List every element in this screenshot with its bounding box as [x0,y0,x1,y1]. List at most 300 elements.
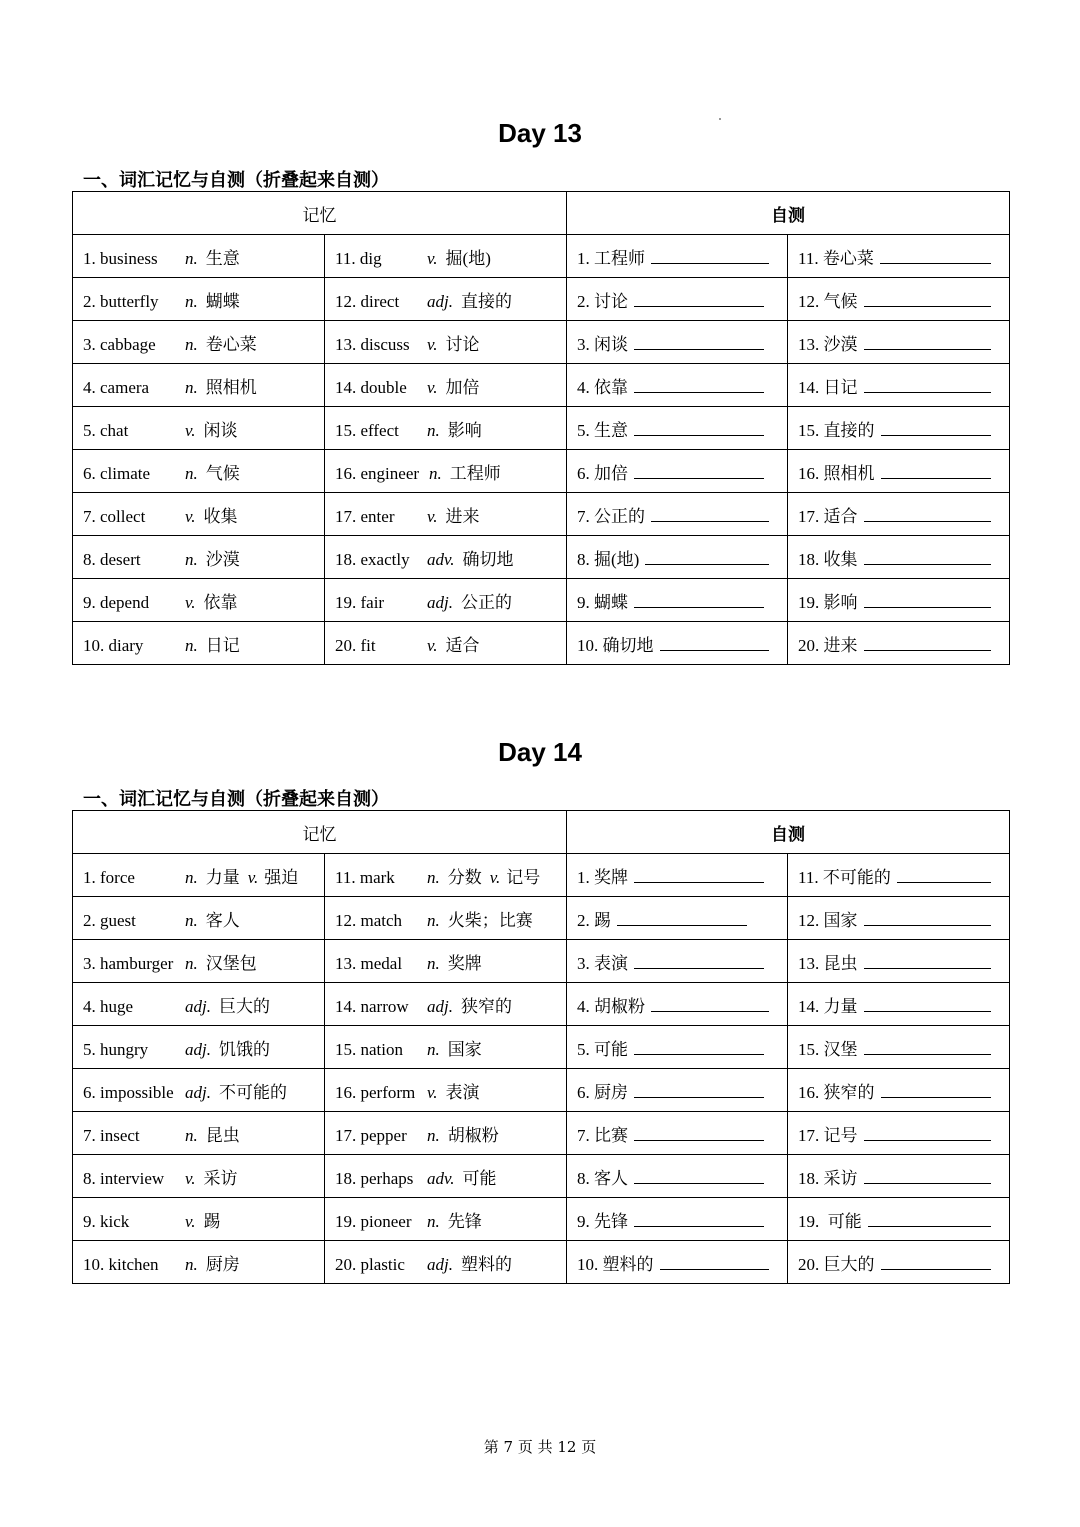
memory-cell [73,536,325,579]
english-word: 15. nation [335,1039,403,1059]
answer-blank[interactable] [881,464,991,479]
part-of-speech: v. [185,1168,196,1188]
part-of-speech: n. [429,463,442,483]
test-prompt: 4. 胡椒粉 [577,996,645,1016]
header-memory: 记忆 [73,192,567,235]
chinese-meaning: 国家 [447,1039,482,1059]
self-test-cell [788,1069,1010,1112]
part-of-speech: v. [427,377,438,397]
memory-cell [73,1198,325,1241]
answer-blank[interactable] [634,292,764,307]
table-row [73,622,1010,665]
memory-cell [325,407,567,450]
memory-cell [325,1155,567,1198]
chinese-meaning: 不可能的 [218,1082,287,1102]
memory-cell [325,983,567,1026]
english-word: 19. fair [335,592,385,612]
answer-blank[interactable] [864,997,991,1012]
test-prompt: 7. 比赛 [577,1125,628,1145]
table-row [73,278,1010,321]
self-test-cell [788,493,1010,536]
memory-cell [73,1155,325,1198]
english-word: 2. butterfly [83,291,159,311]
chinese-meaning: 工程师 [449,463,501,483]
chinese-meaning: 收集 [203,506,238,526]
header-memory: 记忆 [73,811,567,854]
chinese-meaning: 表演 [445,1082,480,1102]
answer-blank[interactable] [864,335,991,350]
test-prompt: 17. 记号 [798,1125,858,1145]
test-prompt: 8. 客人 [577,1168,628,1188]
english-word: 13. medal [335,953,403,973]
self-test-cell [567,1026,788,1069]
test-prompt: 2. 踢 [577,910,611,930]
chinese-meaning: 分数 [447,867,482,887]
chinese-meaning: 厨房 [205,1254,240,1274]
vocab-table-day-14 [72,810,1010,1284]
answer-blank[interactable] [634,1126,764,1141]
memory-cell [325,1198,567,1241]
english-word: 6. climate [83,463,151,483]
part-of-speech: n. [427,1125,440,1145]
table-row [73,235,1010,278]
english-word: 9. depend [83,592,150,612]
memory-cell [325,364,567,407]
test-prompt: 11. 不可能的 [798,867,891,887]
part-of-speech: n. [185,334,198,354]
page-footer: 第 7 页 共 12 页 [483,1438,597,1456]
part-of-speech: adj. [185,1039,211,1059]
table-header-row [73,811,1010,854]
chinese-meaning: 照相机 [205,377,257,397]
test-prompt: 5. 可能 [577,1039,628,1059]
english-word: 12. match [335,910,403,930]
table-row [73,1026,1010,1069]
chinese-meaning: 力量 [205,867,240,887]
english-word: 18. exactly [335,549,410,569]
part-of-speech: n. [185,910,198,930]
self-test-cell [567,940,788,983]
part-of-speech: v. [427,506,438,526]
chinese-meaning: 塑料的 [460,1254,512,1274]
part-of-speech: n. [185,1254,198,1274]
self-test-cell [567,235,788,278]
self-test-cell [567,278,788,321]
chinese-meaning: 适合 [445,635,480,655]
chinese-meaning: 先锋 [447,1211,482,1231]
test-prompt: 8. 掘(地) [577,549,640,569]
answer-blank[interactable] [634,1040,764,1055]
chinese-meaning: 汉堡包 [205,953,257,973]
chinese-meaning: 日记 [205,635,240,655]
self-test-cell [788,940,1010,983]
test-prompt: 17. 适合 [798,506,858,526]
answer-blank[interactable] [864,1126,991,1141]
self-test-cell [788,450,1010,493]
memory-cell [73,364,325,407]
english-word: 11. dig [335,248,382,268]
test-prompt: 18. 采访 [798,1168,858,1188]
self-test-cell [567,493,788,536]
memory-cell [325,278,567,321]
self-test-cell [788,536,1010,579]
memory-cell [325,897,567,940]
self-test-cell [567,854,788,897]
answer-blank[interactable] [651,997,769,1012]
english-word: 10. kitchen [83,1254,159,1274]
self-test-cell [567,579,788,622]
memory-cell [325,1069,567,1112]
test-prompt: 15. 汉堡 [798,1039,858,1059]
self-test-cell [788,321,1010,364]
part-of-speech: adv. [427,1168,455,1188]
part-of-speech: n. [185,867,198,887]
test-prompt: 11. 卷心菜 [798,248,874,268]
chinese-meaning: 客人 [205,910,240,930]
answer-blank[interactable] [864,1040,991,1055]
answer-blank[interactable] [881,1083,991,1098]
self-test-cell [567,536,788,579]
test-prompt: 9. 蝴蝶 [577,592,628,612]
table-row [73,364,1010,407]
chinese-meaning: 生意 [205,248,240,268]
chinese-meaning: 蝴蝶 [205,291,240,311]
answer-blank[interactable] [881,421,991,436]
answer-blank[interactable] [864,593,991,608]
table-row [73,1241,1010,1284]
part-of-speech: n. [427,1211,440,1231]
memory-cell [325,321,567,364]
test-prompt: 10. 确切地 [577,635,654,655]
table-row [73,536,1010,579]
answer-blank[interactable] [634,593,764,608]
memory-cell [325,536,567,579]
part-of-speech: n. [427,1039,440,1059]
test-prompt: 18. 收集 [798,549,858,569]
header-self-test: 自测 [567,192,1010,235]
answer-blank[interactable] [645,550,769,565]
table-row [73,450,1010,493]
part-of-speech: adj. [185,1082,211,1102]
day-14-title: Day 14 [498,737,582,767]
self-test-cell [788,1155,1010,1198]
day-13-title: Day 13 [498,118,582,148]
table-row [73,321,1010,364]
memory-cell [325,493,567,536]
chinese-meaning: 气候 [205,463,240,483]
english-word: 15. effect [335,420,399,440]
answer-blank[interactable] [634,868,764,883]
chinese-meaning: 采访 [203,1168,238,1188]
answer-blank[interactable] [864,507,991,522]
chinese-meaning: 卷心菜 [205,334,257,354]
memory-cell [325,1112,567,1155]
english-word: 20. plastic [335,1254,405,1274]
english-word: 13. discuss [335,334,410,354]
table-row [73,1069,1010,1112]
part-of-speech: n. [185,635,198,655]
test-prompt: 6. 加倍 [577,463,628,483]
answer-blank[interactable] [634,1169,764,1184]
test-prompt: 12. 气候 [798,291,858,311]
table-row [73,940,1010,983]
english-word: 6. impossible [83,1082,174,1102]
memory-cell [325,450,567,493]
memory-cell [325,854,567,897]
test-prompt: 1. 工程师 [577,248,645,268]
chinese-meaning: 饥饿的 [218,1039,270,1059]
english-word: 1. force [83,867,135,887]
self-test-cell [567,407,788,450]
memory-cell [73,983,325,1026]
english-word: 4. camera [83,377,150,397]
chinese-meaning: 踢 [203,1211,221,1231]
chinese-meaning: 依靠 [203,592,238,612]
test-prompt: 4. 依靠 [577,377,628,397]
part-of-speech: v. [427,635,438,655]
part-of-speech: v. [427,334,438,354]
part-of-speech: n. [185,1125,198,1145]
self-test-cell [788,897,1010,940]
answer-blank[interactable] [864,1169,991,1184]
test-prompt: 13. 昆虫 [798,953,858,973]
memory-cell [73,854,325,897]
table-row [73,1155,1010,1198]
self-test-cell [788,407,1010,450]
memory-cell [325,235,567,278]
answer-blank[interactable] [880,249,991,264]
english-word: 1. business [83,248,158,268]
part-of-speech: n. [185,377,198,397]
english-word: 9. kick [83,1211,130,1231]
memory-cell [325,940,567,983]
part-of-speech: n. [427,867,440,887]
answer-blank[interactable] [868,1212,991,1227]
part-of-speech-2: v. [247,867,259,887]
self-test-cell [788,854,1010,897]
self-test-cell [567,1112,788,1155]
memory-cell [325,1241,567,1284]
test-prompt: 5. 生意 [577,420,628,440]
self-test-cell [788,1198,1010,1241]
test-prompt: 16. 照相机 [798,463,875,483]
memory-cell [73,450,325,493]
test-prompt: 6. 厨房 [577,1082,628,1102]
table-row [73,1112,1010,1155]
chinese-meaning: 直接的 [460,291,512,311]
answer-blank[interactable] [651,249,769,264]
self-test-cell [567,321,788,364]
part-of-speech: adj. [427,996,453,1016]
part-of-speech: v. [427,1082,438,1102]
memory-cell [73,493,325,536]
part-of-speech: adj. [427,592,453,612]
chinese-meaning: 讨论 [445,334,480,354]
part-of-speech: v. [427,248,438,268]
english-word: 8. desert [83,549,141,569]
part-of-speech: n. [185,549,198,569]
table-row [73,493,1010,536]
self-test-cell [567,450,788,493]
table-row [73,1198,1010,1241]
english-word: 5. hungry [83,1039,149,1059]
part-of-speech: v. [185,1211,196,1231]
table-header-row [73,192,1010,235]
english-word: 16. engineer [335,463,420,483]
english-word: 2. guest [83,910,136,930]
memory-cell [73,321,325,364]
test-prompt: 14. 力量 [798,996,858,1016]
chinese-meaning: 巨大的 [218,996,270,1016]
chinese-meaning: 可能 [462,1168,497,1188]
answer-blank[interactable] [660,636,769,651]
part-of-speech: n. [427,910,440,930]
english-word: 19. pioneer [335,1211,412,1231]
self-test-cell [788,364,1010,407]
table-row [73,854,1010,897]
memory-cell [73,897,325,940]
chinese-meaning: 胡椒粉 [447,1125,499,1145]
table-row [73,579,1010,622]
chinese-meaning: 奖牌 [447,953,482,973]
memory-cell [73,940,325,983]
memory-cell [73,278,325,321]
chinese-meaning: 沙漠 [205,549,240,569]
test-prompt: 9. 先锋 [577,1211,628,1231]
answer-blank[interactable] [864,550,991,565]
chinese-meaning: 狭窄的 [460,996,512,1016]
part-of-speech: adj. [427,1254,453,1274]
test-prompt: 16. 狭窄的 [798,1082,875,1102]
chinese-meaning: 确切地 [462,549,514,569]
section-title-day-13: 一、词汇记忆与自测（折叠起来自测） [83,170,389,191]
english-word: 18. perhaps [335,1168,414,1188]
self-test-cell [788,1241,1010,1284]
self-test-cell [567,897,788,940]
self-test-cell [788,983,1010,1026]
part-of-speech: adj. [427,291,453,311]
test-prompt: 1. 奖牌 [577,867,628,887]
answer-blank[interactable] [864,911,991,926]
answer-blank[interactable] [634,954,764,969]
self-test-cell [788,1026,1010,1069]
test-prompt: 10. 塑料的 [577,1254,654,1274]
test-prompt: 13. 沙漠 [798,334,858,354]
answer-blank[interactable] [634,421,764,436]
test-prompt: 15. 直接的 [798,420,875,440]
english-word: 8. interview [83,1168,165,1188]
answer-blank[interactable] [864,954,991,969]
memory-cell [325,579,567,622]
header-self-test: 自测 [567,811,1010,854]
part-of-speech: v. [185,506,196,526]
self-test-cell [567,1069,788,1112]
english-word: 16. perform [335,1082,416,1102]
english-word: 7. collect [83,506,146,526]
part-of-speech: n. [185,248,198,268]
self-test-cell [788,278,1010,321]
vocab-table-day-13 [72,191,1010,665]
answer-blank[interactable] [864,636,991,651]
english-word: 3. cabbage [83,334,156,354]
self-test-cell [567,622,788,665]
english-word: 12. direct [335,291,400,311]
self-test-cell [567,1198,788,1241]
answer-blank[interactable] [634,335,764,350]
test-prompt: 3. 表演 [577,953,628,973]
test-prompt: 3. 闲谈 [577,334,628,354]
answer-blank[interactable] [634,378,764,393]
test-prompt: 20. 进来 [798,635,858,655]
self-test-cell [567,1155,788,1198]
memory-cell [73,579,325,622]
self-test-cell [788,579,1010,622]
english-word: 14. double [335,377,407,397]
chinese-meaning: 火柴；比赛 [447,910,533,930]
table-row [73,897,1010,940]
answer-blank[interactable] [634,1083,764,1098]
test-prompt: 2. 讨论 [577,291,628,311]
memory-cell [73,1069,325,1112]
english-word: 7. insect [83,1125,140,1145]
memory-cell [73,235,325,278]
self-test-cell [567,983,788,1026]
part-of-speech: v. [185,592,196,612]
answer-blank[interactable] [897,868,991,883]
memory-cell [325,1026,567,1069]
chinese-meaning: 掘(地) [445,248,491,268]
chinese-meaning-2: 记号 [506,867,541,887]
test-prompt: 14. 日记 [798,377,858,397]
answer-blank[interactable] [864,292,991,307]
english-word: 17. enter [335,506,395,526]
answer-blank[interactable] [634,1212,764,1227]
english-word: 10. diary [83,635,144,655]
part-of-speech: adv. [427,549,455,569]
memory-cell [73,407,325,450]
part-of-speech: n. [427,420,440,440]
part-of-speech: n. [427,953,440,973]
memory-cell [325,622,567,665]
answer-blank[interactable] [864,378,991,393]
part-of-speech-2: v. [489,867,501,887]
answer-blank[interactable] [651,507,769,522]
memory-cell [73,1026,325,1069]
answer-blank[interactable] [617,911,747,926]
self-test-cell [788,1112,1010,1155]
chinese-meaning: 影响 [447,420,482,440]
table-row [73,407,1010,450]
chinese-meaning: 公正的 [460,592,512,612]
test-prompt: 19. 影响 [798,592,858,612]
test-prompt: 20. 巨大的 [798,1254,875,1274]
english-word: 5. chat [83,420,129,440]
memory-cell [73,1241,325,1284]
self-test-cell [788,235,1010,278]
answer-blank[interactable] [634,464,764,479]
test-prompt: 12. 国家 [798,910,858,930]
answer-blank[interactable] [881,1255,991,1270]
chinese-meaning: 进来 [445,506,480,526]
test-prompt: 19. 可能 [798,1211,862,1231]
self-test-cell [567,364,788,407]
part-of-speech: n. [185,463,198,483]
answer-blank[interactable] [660,1255,769,1270]
section-title-day-14: 一、词汇记忆与自测（折叠起来自测） [83,789,389,810]
english-word: 4. huge [83,996,134,1016]
english-word: 20. fit [335,635,376,655]
self-test-cell [788,622,1010,665]
